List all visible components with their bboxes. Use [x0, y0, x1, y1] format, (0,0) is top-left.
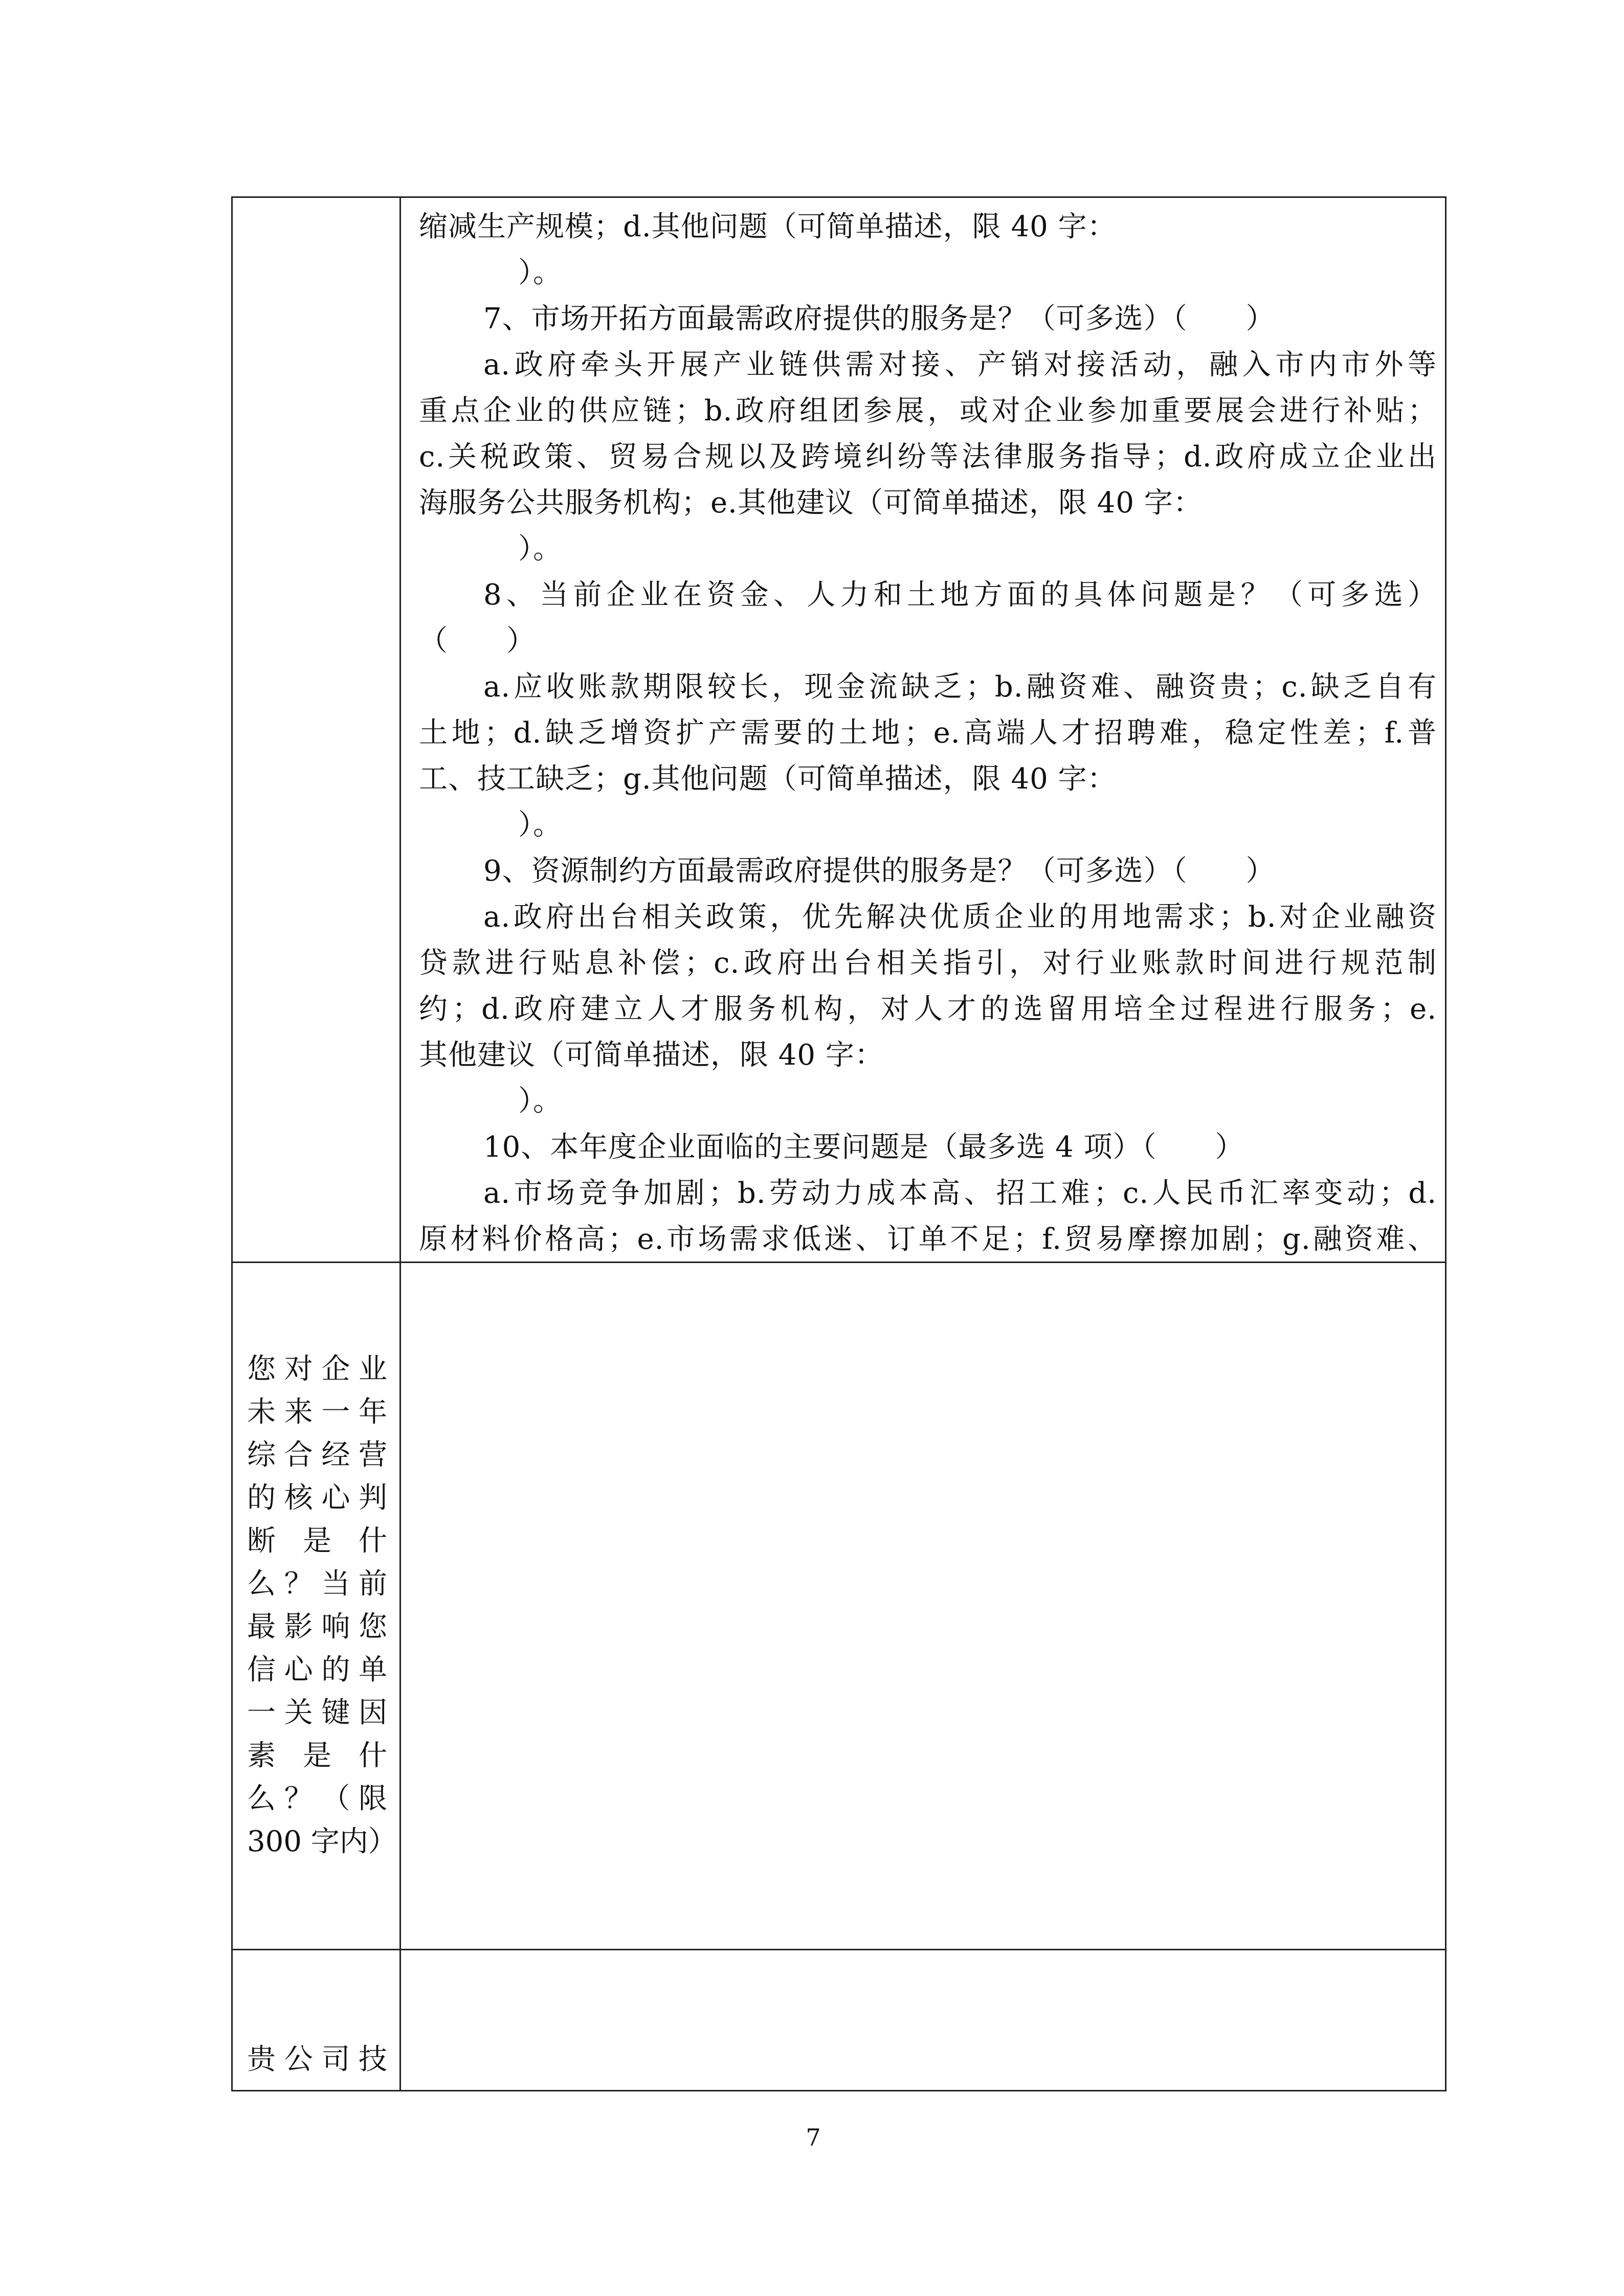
question-9: 9、资源制约方面最需政府提供的服务是？（可多选）（ ）: [483, 854, 1275, 888]
question-9-options: 约；d.政府建立人才服务机构，对人才的选留用培全过程进行服务；e.: [419, 993, 1437, 1026]
outlook-label: 一关键因: [247, 1696, 387, 1729]
question-7-options: 海服务公共服务机构；e.其他建议（可简单描述，限 40 字：: [419, 486, 1203, 520]
outlook-label-cell: [233, 1263, 399, 1949]
question-8-options: 土地；d.缺乏增资扩产需要的土地；e.高端人才招聘难，稳定性差；f.普: [419, 716, 1437, 750]
outlook-label: 断 是 什: [247, 1524, 387, 1558]
question-10-options: a.市场竞争加剧；b.劳动力成本高、招工难；c.人民币汇率变动；d.: [483, 1177, 1437, 1210]
technology-label-cell: [233, 1950, 399, 2090]
survey-table: [231, 196, 1447, 2091]
outlook-label: 您对企业: [247, 1353, 387, 1386]
outlook-answer-field[interactable]: [401, 1263, 1445, 1949]
outlook-label: 素 是 什: [247, 1739, 387, 1772]
question-10-options: 原材料价格高；e.市场需求低迷、订单不足；f.贸易摩擦加剧；g.融资难、: [419, 1223, 1437, 1256]
question-8-answer: （ ）: [419, 624, 536, 658]
outlook-label: 未来一年: [247, 1395, 387, 1429]
outlook-label: 综合经营: [247, 1438, 387, 1472]
answer-close: ）。: [518, 1085, 562, 1118]
page-number: 7: [806, 2124, 821, 2151]
technology-label: 贵公司技: [247, 2043, 387, 2076]
outlook-label: 么？（限: [247, 1782, 387, 1815]
question-8-options: 工、技工缺乏；g.其他问题（可简单描述，限 40 字：: [419, 762, 1117, 796]
question-7-options: a.政府牵头开展产业链供需对接、产销对接活动，融入市内市外等: [483, 348, 1437, 381]
question-7-options: c.关税政策、贸易合规以及跨境纠纷等法律服务指导；d.政府成立企业出: [419, 440, 1437, 474]
question-8-options: a.应收账款期限较长，现金流缺乏；b.融资难、融资贵；c.缺乏自有: [483, 670, 1437, 704]
outlook-label: 么？当前: [247, 1567, 387, 1601]
technology-answer-field[interactable]: [401, 1950, 1445, 2090]
question-7-options: 重点企业的供应链；b.政府组团参展，或对企业参加重要展会进行补贴；: [419, 394, 1437, 427]
question-9-options: 其他建议（可简单描述，限 40 字：: [419, 1039, 884, 1072]
outlook-label: 信心的单: [247, 1653, 387, 1686]
outlook-label: 300 字内）: [247, 1825, 397, 1858]
answer-close: ）。: [518, 808, 562, 842]
question-9-options: a.政府出台相关政策，优先解决优质企业的用地需求；b.对企业融资: [483, 901, 1437, 934]
outlook-label: 最影响您: [247, 1610, 387, 1644]
question-9-options: 贷款进行贴息补偿；c.政府出台相关指引，对行业账款时间进行规范制: [419, 947, 1437, 980]
question-6-continuation: 缩减生产规模；d.其他问题（可简单描述，限 40 字：: [419, 210, 1117, 243]
question-10: 10、本年度企业面临的主要问题是（最多选 4 项）（ ）: [483, 1131, 1244, 1164]
answer-close: ）。: [518, 532, 562, 566]
answer-close: ）。: [518, 256, 562, 289]
question-7: 7、市场开拓方面最需政府提供的服务是？（可多选）（ ）: [483, 302, 1275, 335]
question-8: 8、当前企业在资金、人力和土地方面的具体问题是？（可多选）: [483, 578, 1437, 612]
outlook-label: 的核心判: [247, 1481, 387, 1515]
